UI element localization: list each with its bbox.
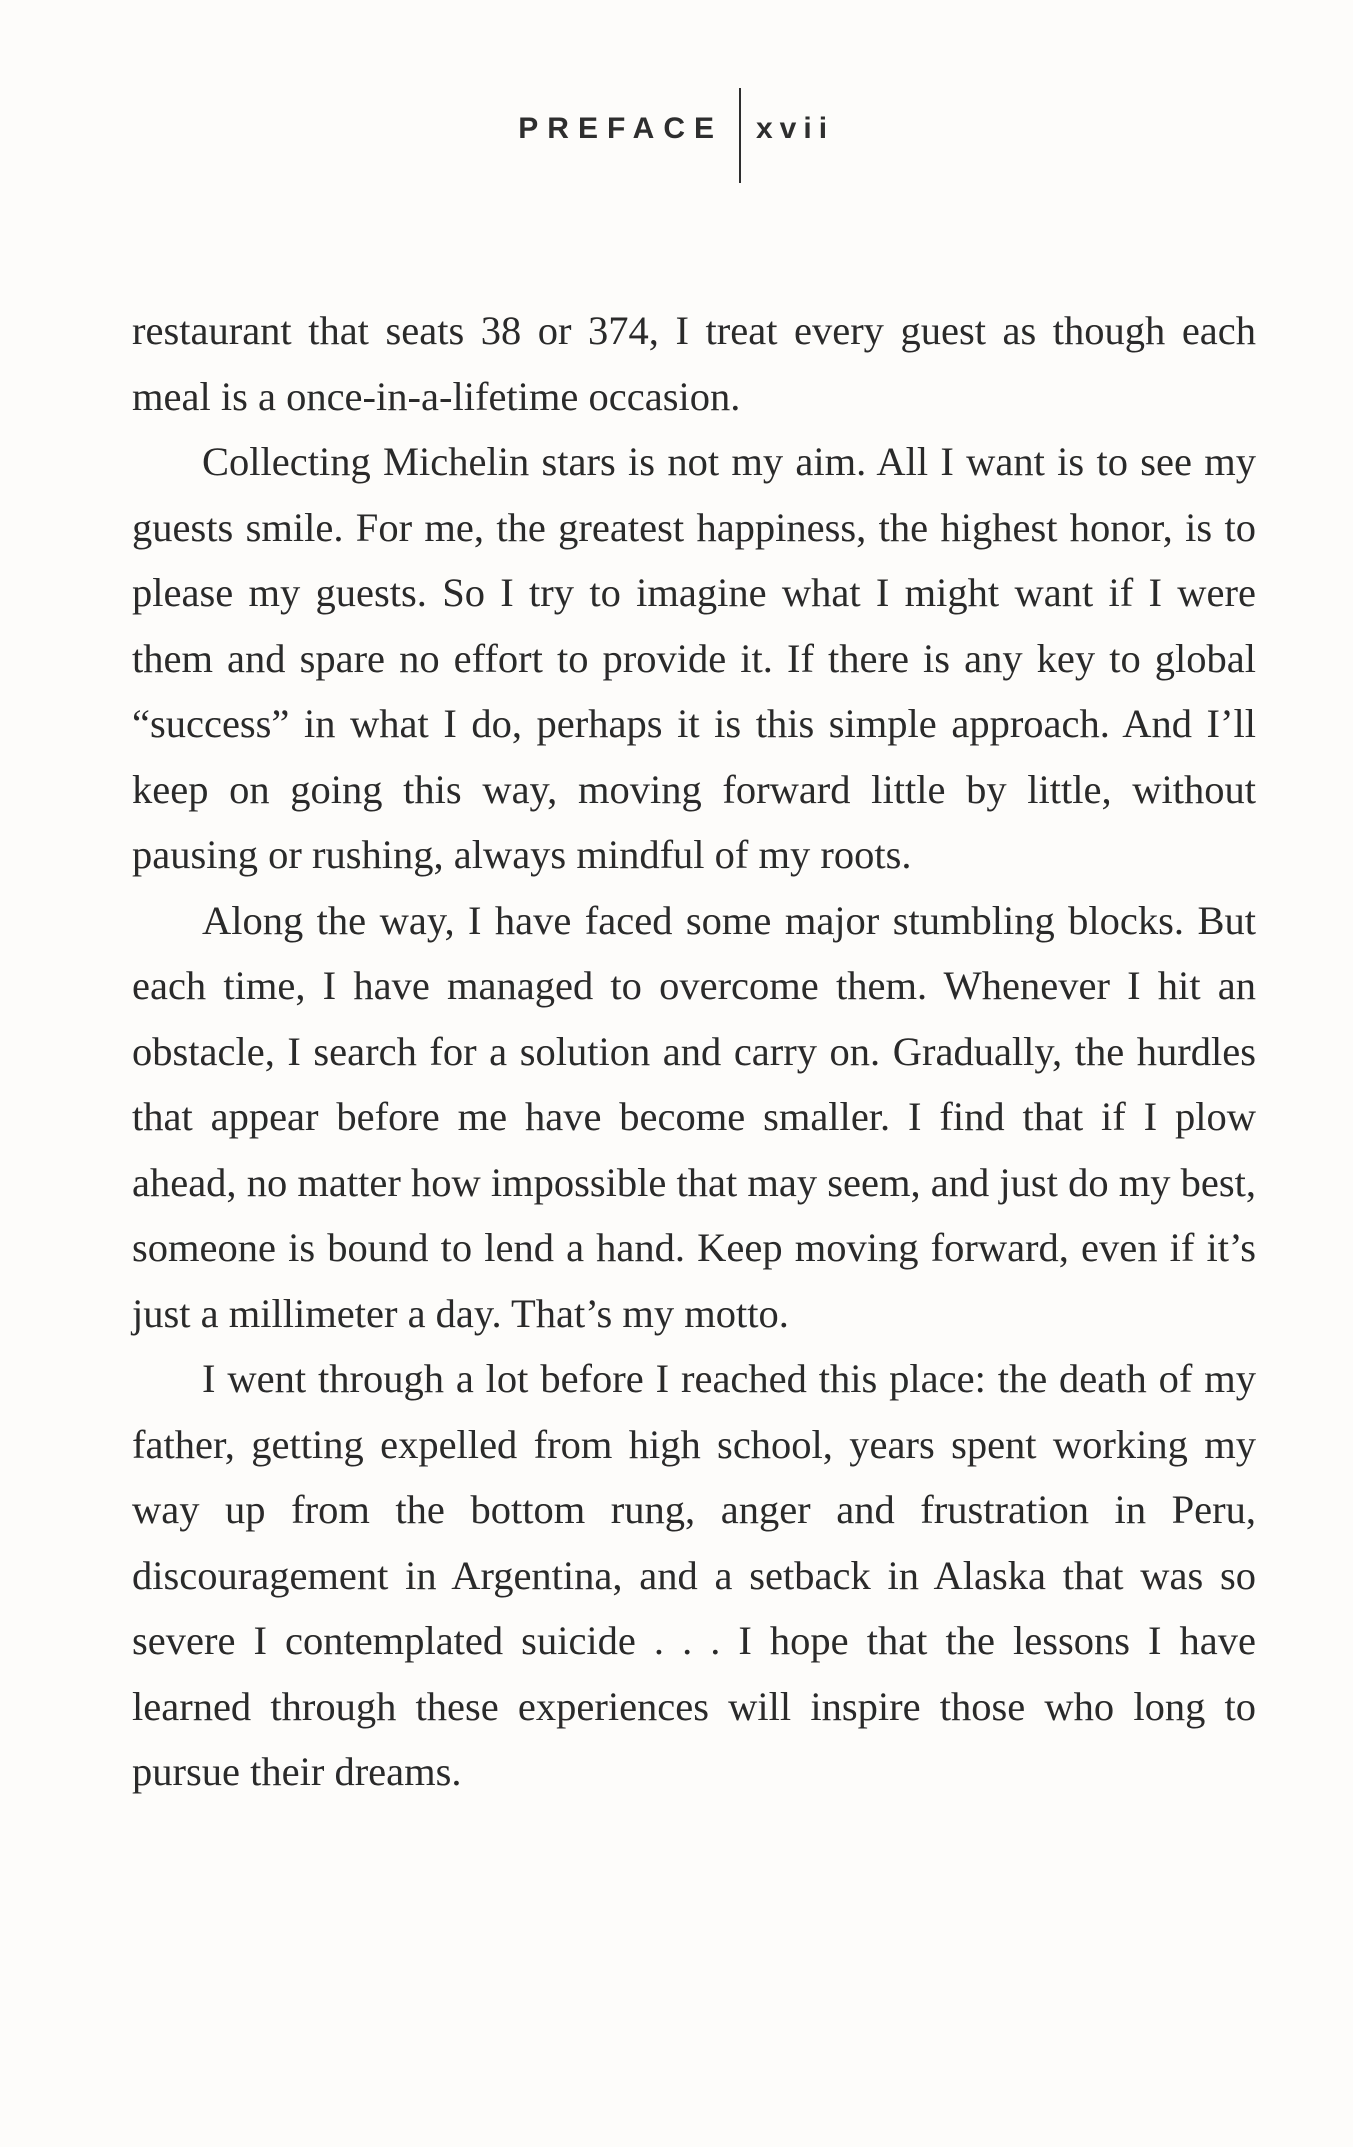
running-head-divider xyxy=(739,88,741,183)
paragraph-stumbling-blocks: Along the way, I have faced some major stumbling blocks. But each time, I have managed to overcome them. Whenever I hit an obstacle, I search for a solution and carry on. Gradually, the hurdles that appear before me have become smaller. I find that if I plow ahead, no matter how impossible that may seem, and just do my best, someone is bound to lend a hand. Keep moving forward, even if it’s just a millimeter a day. That’s my motto. xyxy=(132,897,1256,1336)
paragraph-michelin: Collecting Michelin stars is not my aim. All I want is to see my guests smile. For me, the greatest happiness, the highest honor, is to please my guests. So I try to imagine what I might want if I were them and spare no effort to provide it. If there is any key to global “success” in what I do, perhaps it is this simple approach. And I’ll keep on going this way, moving forward little by little, without pausing or rushing, always mindful of my roots. xyxy=(132,439,1256,877)
body-text xyxy=(132,298,1256,1805)
page-number: xvii xyxy=(756,112,835,145)
running-head-section: PREFACE xyxy=(518,112,723,145)
paragraph-continued: restaurant that seats 38 or 374, I treat every guest as though each meal is a once-in-a-lifetime occasion. xyxy=(132,308,1256,419)
paragraph-experiences: I went through a lot before I reached this place: the death of my father, getting expelled from high school, years spent working my way up from the bottom rung, anger and frustration in Peru, discouragement in Argentina, and a setback in Alaska that was so severe I contemplated suicide . . . I hope that the lessons I have learned through these experiences will inspire those who long to pursue their dreams. xyxy=(132,1356,1256,1794)
running-head xyxy=(0,88,1353,188)
